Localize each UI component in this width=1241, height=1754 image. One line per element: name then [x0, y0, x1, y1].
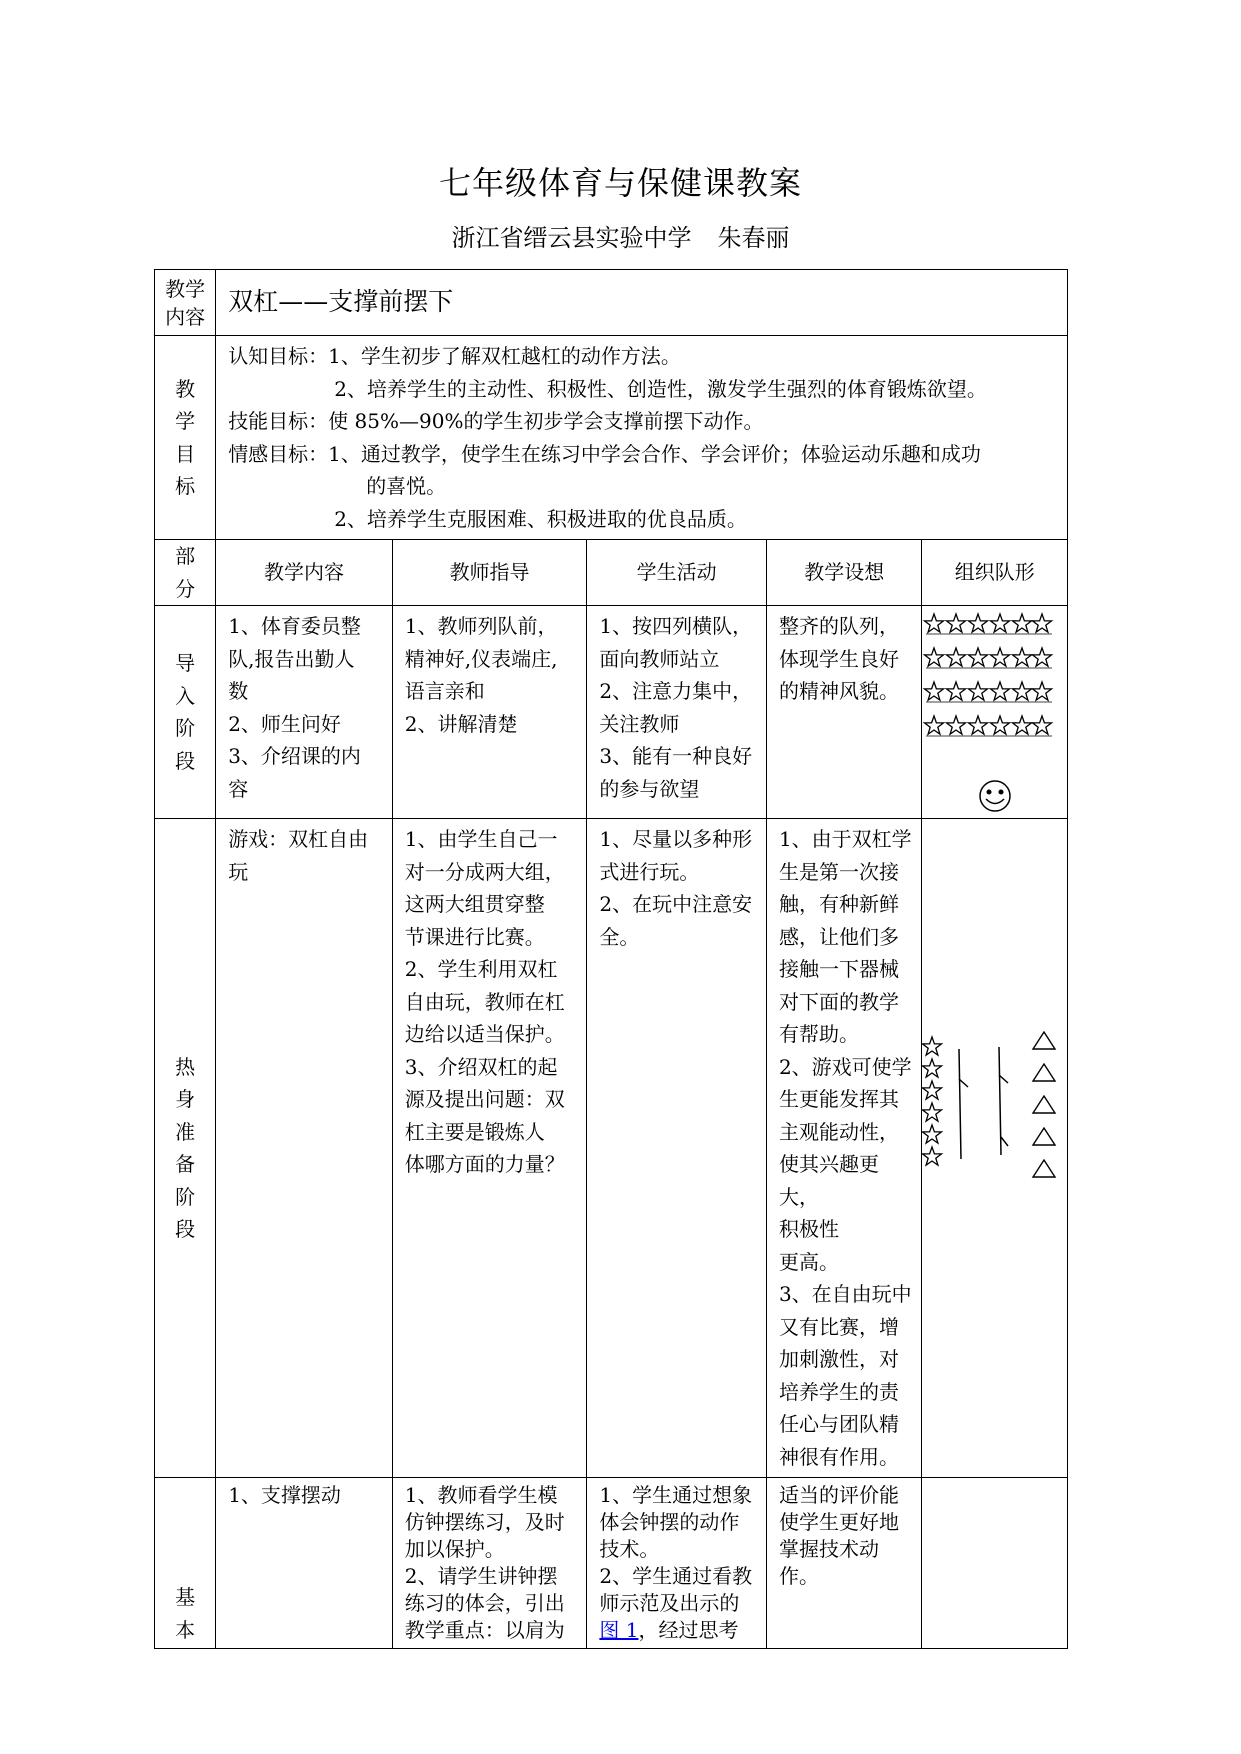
header-section-char: 分	[175, 576, 196, 601]
cell-line: 杠主要是锻炼人	[404, 1119, 545, 1144]
basic-content	[216, 1478, 393, 1649]
cell-line: 全。	[599, 924, 640, 949]
cell-line: 有帮助。	[778, 1022, 859, 1046]
teacher-triangle-icon	[1033, 1096, 1055, 1113]
student-star-icon	[991, 682, 1010, 700]
teacher-triangle-icon	[1033, 1160, 1055, 1177]
cell-line: 触，有种新鲜	[778, 892, 899, 916]
student-star-icon	[923, 1125, 942, 1143]
student-star-icon	[1033, 716, 1052, 734]
cell-line: 对下面的教学	[778, 989, 899, 1014]
cell-line: 生是第一次接	[778, 859, 899, 884]
cell-line: 边给以适当保护。	[404, 1022, 565, 1046]
cell-line: 容	[228, 776, 249, 801]
student-star-icon	[1033, 614, 1052, 632]
cell-line: 语言亲和	[404, 679, 485, 703]
teacher-smiley-icon	[980, 781, 1010, 811]
section-char: 身	[175, 1087, 196, 1111]
basic-row	[155, 1478, 1068, 1649]
student-star-icon	[925, 614, 944, 632]
student-star-icon	[925, 682, 944, 700]
cell-line: 游戏：双杠自由	[228, 827, 369, 851]
goals-label-char: 标	[175, 474, 196, 498]
cell-line: 积极性	[778, 1217, 839, 1241]
cell-line: 又有比赛，增	[778, 1314, 899, 1339]
cell-line: 神很有作用。	[778, 1444, 899, 1469]
section-char: 入	[175, 683, 196, 708]
cell-line: 使其兴趣更大，	[778, 1152, 879, 1209]
cell-line: 生更能发挥其	[778, 1087, 899, 1111]
cell-line: 师示范及出示的	[599, 1591, 740, 1615]
student-star-icon	[969, 648, 988, 666]
student-star-icon	[925, 716, 944, 734]
student-star-icon	[947, 716, 966, 734]
author-name: 朱春丽	[717, 224, 790, 252]
student-star-icon	[947, 648, 966, 666]
student-star-icon	[923, 1147, 942, 1165]
cell-line: 2、讲解清楚	[404, 711, 518, 736]
intro-section-label	[155, 606, 216, 819]
warmup-formation	[922, 819, 1068, 1478]
parallel-bars-icon	[959, 1047, 1008, 1159]
cell-line: 仿钟摆练习，及时	[404, 1510, 565, 1534]
content-label-line1: 教学	[165, 276, 206, 301]
cell-line: 节课进行比赛。	[404, 924, 545, 949]
student-star-icon	[923, 1059, 942, 1077]
cell-line: 3、介绍双杠的起	[404, 1054, 558, 1079]
basic-student	[587, 1478, 767, 1649]
warmup-design	[766, 819, 922, 1478]
goals-label	[155, 336, 216, 540]
subtitle	[0, 218, 1241, 253]
cell-line: 2、在玩中注意安	[599, 892, 753, 916]
header-formation: 组织队形	[922, 540, 1068, 606]
basic-teacher	[392, 1478, 587, 1649]
student-star-icon	[947, 614, 966, 632]
section-char: 段	[175, 1217, 196, 1241]
cell-line: 3、介绍课的内	[228, 744, 361, 768]
cell-line: 精神好,仪表端庄,	[404, 646, 558, 671]
header-section	[155, 540, 216, 606]
content-label	[155, 270, 216, 336]
student-star-icon	[1013, 614, 1032, 632]
basic-design	[766, 1478, 922, 1649]
cell-line: 1、由学生自己一	[404, 827, 558, 851]
school-name: 浙江省缙云县实验中学	[451, 224, 692, 252]
content-row	[155, 270, 1068, 336]
cell-line	[599, 1617, 758, 1644]
cell-line: 1、支撑摆动	[228, 1483, 341, 1507]
cell-line: 关注教师	[599, 711, 680, 736]
header-design: 教学设想	[766, 540, 922, 606]
student-star-icon	[969, 614, 988, 632]
student-star-icon	[947, 682, 966, 700]
student-star-icon	[923, 1081, 942, 1099]
goal-line: 情感目标：1、通过教学，使学生在练习中学会合作、学会评价；体验运动乐趣和成功	[228, 441, 981, 466]
goal-line: 2、培养学生的主动性、积极性、创造性，激发学生强烈的体育锻炼欲望。	[334, 376, 987, 401]
cell-line: 式进行玩。	[599, 859, 700, 884]
goal-line: 的喜悦。	[366, 474, 447, 498]
cell-line: 加刺激性，对	[778, 1347, 899, 1371]
cell-line: 1、按四列横队，	[599, 614, 753, 638]
cell-line: 适当的评价能	[778, 1483, 899, 1507]
cell-line: 3、能有一种良好	[599, 744, 753, 768]
cell-line: 1、尽量以多种形	[599, 827, 753, 851]
student-star-icon	[1013, 648, 1032, 666]
warmup-teacher	[392, 819, 587, 1478]
student-star-icon	[923, 1103, 942, 1121]
cell-line: 1、教师列队前，	[404, 614, 558, 638]
student-star-icon	[925, 648, 944, 666]
intro-student	[587, 606, 767, 819]
teacher-triangle-icon	[1033, 1032, 1055, 1049]
cell-line: 面向教师站立	[599, 646, 720, 671]
goals-content	[216, 336, 1068, 540]
cell-line: 接触一下器械	[778, 957, 899, 981]
figure-1-link[interactable]: 图 1	[599, 1618, 639, 1642]
intro-row	[155, 606, 1068, 819]
goals-label-char: 教	[175, 376, 196, 401]
section-char: 热	[175, 1054, 196, 1079]
cell-line: 对一分成两大组，	[404, 859, 565, 884]
header-content: 教学内容	[216, 540, 393, 606]
cell-line: 更高。	[778, 1249, 839, 1274]
header-section-char: 部	[175, 544, 196, 568]
section-char: 准	[175, 1119, 196, 1144]
teacher-triangle-icon	[1033, 1064, 1055, 1081]
section-char: 阶	[175, 1184, 196, 1209]
page-title: 七年级体育与保健课教案	[438, 164, 802, 202]
student-star-icon	[991, 716, 1010, 734]
cell-line: 这两大组贯穿整	[404, 892, 545, 916]
formation-diagram-warmup	[922, 819, 1067, 1430]
student-star-icon	[969, 716, 988, 734]
section-char: 段	[175, 748, 196, 773]
teacher-triangles	[1033, 1032, 1055, 1177]
cell-line: 1、教师看学生模	[404, 1483, 558, 1507]
cell-line: 2、学生通过看教	[599, 1564, 753, 1588]
warmup-row	[155, 819, 1068, 1478]
student-star-icon	[1013, 682, 1032, 700]
cell-line: 教学重点：以肩为	[404, 1618, 565, 1642]
header-teacher: 教师指导	[392, 540, 587, 606]
section-char: 阶	[175, 716, 196, 740]
cell-line: 任心与团队精	[778, 1412, 899, 1436]
cell-line: 2、注意力集中，	[599, 679, 753, 703]
goals-row	[155, 336, 1068, 540]
cell-line: 队,报告出勤人	[228, 646, 355, 671]
student-star-icon	[1033, 682, 1052, 700]
student-star-icon	[1013, 716, 1032, 734]
cell-line: 的参与欲望	[599, 776, 700, 801]
warmup-section-label	[155, 819, 216, 1478]
cell-line: 体会钟摆的动作	[599, 1510, 740, 1534]
student-stars	[923, 1037, 942, 1165]
student-star-icon	[969, 682, 988, 700]
cell-text: ，经过思考	[638, 1618, 739, 1642]
cell-line: 自由玩，教师在杠	[404, 989, 565, 1014]
student-star-icon	[991, 614, 1010, 632]
cell-line: 2、师生问好	[228, 711, 341, 736]
cell-line: 数	[228, 679, 249, 703]
cell-line: 源及提出问题：双	[404, 1087, 565, 1111]
cell-line: 3、在自由玩中	[778, 1282, 912, 1306]
student-star-icon	[1033, 648, 1052, 666]
cell-line: 2、请学生讲钟摆	[404, 1564, 558, 1588]
section-char: 基	[175, 1585, 196, 1609]
intro-content	[216, 606, 393, 819]
cell-line: 1、体育委员整	[228, 614, 361, 638]
cell-line: 主观能动性，	[778, 1119, 899, 1144]
cell-line: 整齐的队列，	[778, 614, 899, 638]
cell-line: 的精神风貌。	[778, 679, 899, 703]
lesson-topic: 双杠——支撑前摆下	[216, 270, 1068, 336]
goal-line: 认知目标：1、学生初步了解双杠越杠的动作方法。	[228, 344, 681, 368]
goals-label-char: 学	[175, 409, 196, 433]
cell-line: 使学生更好地	[778, 1510, 899, 1534]
cell-line: 1、由于双杠学	[778, 827, 912, 851]
cell-line: 1、学生通过想象	[599, 1483, 753, 1507]
section-char: 本	[175, 1617, 196, 1642]
section-char: 导	[175, 651, 196, 675]
cell-line: 玩	[228, 859, 249, 884]
cell-line: 掌握技术动作。	[778, 1537, 879, 1588]
student-star-icon	[923, 1037, 942, 1055]
cell-line: 感，让他们多	[778, 924, 899, 949]
cell-line: 练习的体会，引出	[404, 1591, 565, 1615]
cell-line: 加以保护。	[404, 1537, 505, 1561]
warmup-content	[216, 819, 393, 1478]
student-stars	[925, 614, 1053, 736]
basic-section-label	[155, 1478, 216, 1649]
teacher-triangle-icon	[1033, 1128, 1055, 1145]
cell-line: 体现学生良好	[778, 646, 899, 671]
basic-formation	[922, 1478, 1068, 1649]
formation-diagram-intro	[922, 606, 1067, 818]
warmup-student	[587, 819, 767, 1478]
cell-line: 2、游戏可使学	[778, 1054, 912, 1079]
intro-formation	[922, 606, 1068, 819]
cell-line: 2、学生利用双杠	[404, 957, 558, 981]
cell-line: 技术。	[599, 1537, 660, 1561]
intro-design	[766, 606, 922, 819]
content-label-line2: 内容	[165, 304, 206, 329]
lesson-plan-table	[154, 269, 1068, 1649]
intro-teacher	[392, 606, 587, 819]
section-char: 备	[175, 1152, 196, 1176]
header-row	[155, 540, 1068, 606]
cell-line: 培养学生的责	[778, 1379, 899, 1404]
student-star-icon	[991, 648, 1010, 666]
goal-line: 技能目标：使 85%—90%的学生初步学会支撑前摆下动作。	[228, 409, 764, 433]
header-student: 学生活动	[587, 540, 767, 606]
goals-label-char: 目	[175, 441, 196, 466]
cell-line: 体哪方面的力量？	[404, 1152, 565, 1176]
goal-line: 2、培养学生克服困难、积极进取的优良品质。	[334, 506, 747, 531]
